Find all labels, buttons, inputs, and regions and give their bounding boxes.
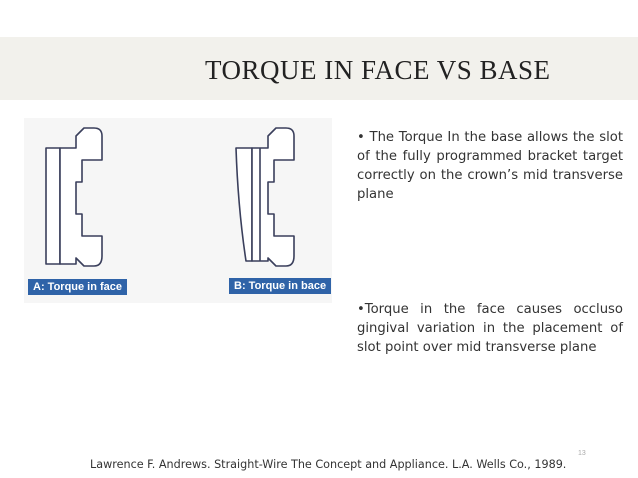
bracket-b-tapered-base [236, 148, 252, 261]
bracket-diagram-figure [24, 118, 332, 303]
caption-torque-in-base: B: Torque in bace [229, 278, 331, 294]
bracket-diagram [24, 118, 332, 303]
slide-title: TORQUE IN FACE VS BASE [205, 55, 551, 85]
bracket-b-body [252, 128, 294, 266]
bracket-a-base [46, 148, 60, 264]
citation: Lawrence F. Andrews. Straight-Wire The Concept and Appliance. L.A. Wells Co., 1989. [90, 458, 567, 471]
bullet-torque-in-base: • The Torque In the base allows the slot of the fully programmed bracket target correctly on the crown’s mid transverse plane [357, 130, 623, 202]
caption-torque-in-face: A: Torque in face [28, 279, 127, 295]
bracket-a-body [60, 128, 102, 266]
bullet-torque-in-face: •Torque in the face causes occluso gingival variation in the placement of slot point over mid transverse plane [357, 302, 623, 355]
bracket-b-illustration [236, 128, 294, 266]
bracket-a-illustration [46, 128, 102, 266]
slide-number: 13 [578, 450, 586, 457]
